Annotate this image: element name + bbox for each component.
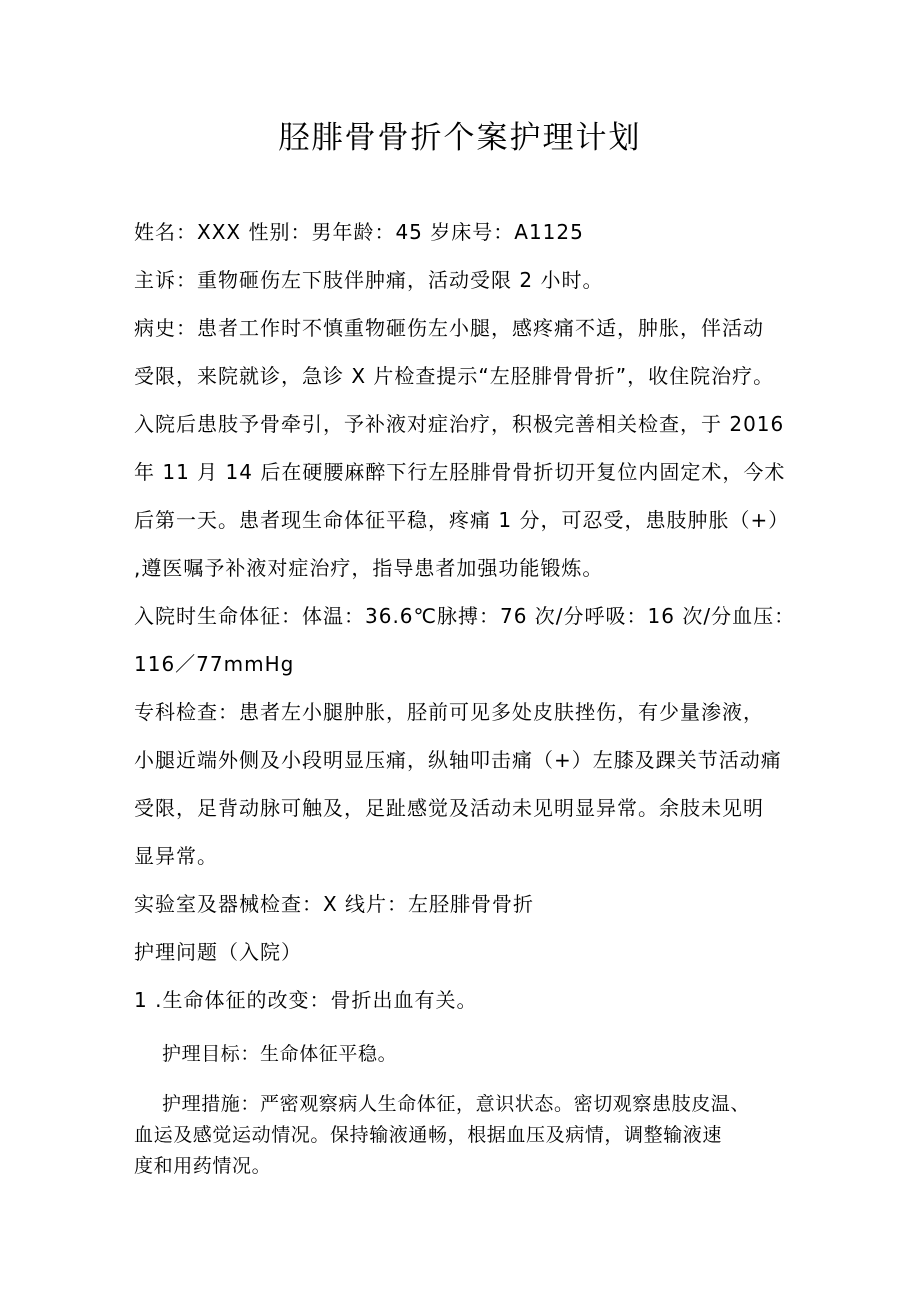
patient-info-line: 姓名：XXX 性别：男年龄：45 岁床号：A1125	[134, 220, 584, 244]
nursing-measures-line-3: 度和用药情况。	[134, 1155, 272, 1177]
exam-line-3: 受限，足背动脉可触及，足趾感觉及活动未见明显异常。余肢未见明	[134, 796, 764, 820]
lab-exam-line: 实验室及器械检查：X 线片：左胫腓骨骨折	[134, 892, 535, 916]
history-line-3: 入院后患肢予骨牵引，予补液对症治疗，积极完善相关检查，于 2016	[134, 412, 785, 436]
vital-signs-line-1: 入院时生命体征：体温：36.6℃脉搏：76 次/分呼吸：16 次/分血压：	[134, 604, 796, 628]
chief-complaint-line: 主诉：重物砸伤左下肢伴肿痛，活动受限 2 小时。	[134, 268, 604, 292]
history-line-6: ,遵医嘱予补液对症治疗，指导患者加强功能锻炼。	[134, 556, 604, 580]
vital-signs-line-2: 116／77mmHg	[134, 652, 295, 676]
history-line-1: 病史：患者工作时不慎重物砸伤左小腿，感疼痛不适，肿胀，伴活动	[134, 316, 764, 340]
history-line-5: 后第一天。患者现生命体征平稳，疼痛 1 分，可忍受，患肢肿胀（+）	[134, 508, 790, 532]
nursing-measures-line-2: 血运及感觉运动情况。保持输液通畅，根据血压及病情，调整输液速	[134, 1124, 723, 1146]
document-title: 胫腓骨骨折个案护理计划	[278, 120, 642, 156]
problem-1-line: 1 .生命体征的改变：骨折出血有关。	[134, 988, 478, 1012]
history-line-2: 受限，来院就诊，急诊 X 片检查提示“左胫腓骨骨折”，收住院治疗。	[134, 364, 775, 388]
nursing-goal-line: 护理目标：生命体征平稳。	[162, 1043, 398, 1065]
nursing-measures-line-1: 护理措施：严密观察病人生命体征，意识状态。密切观察患肢皮温、	[162, 1093, 751, 1115]
history-line-4: 年 11 月 14 后在硬腰麻醉下行左胫腓骨骨折切开复位内固定术，今术	[134, 460, 786, 484]
exam-line-2: 小腿近端外侧及小段明显压痛，纵轴叩击痛（+）左膝及踝关节活动痛	[134, 748, 782, 772]
exam-line-4: 显异常。	[134, 844, 218, 868]
nursing-problem-heading: 护理问题（入院）	[134, 940, 302, 964]
exam-line-1: 专科检查：患者左小腿肿胀，胫前可见多处皮肤挫伤，有少量渗液，	[134, 700, 764, 724]
